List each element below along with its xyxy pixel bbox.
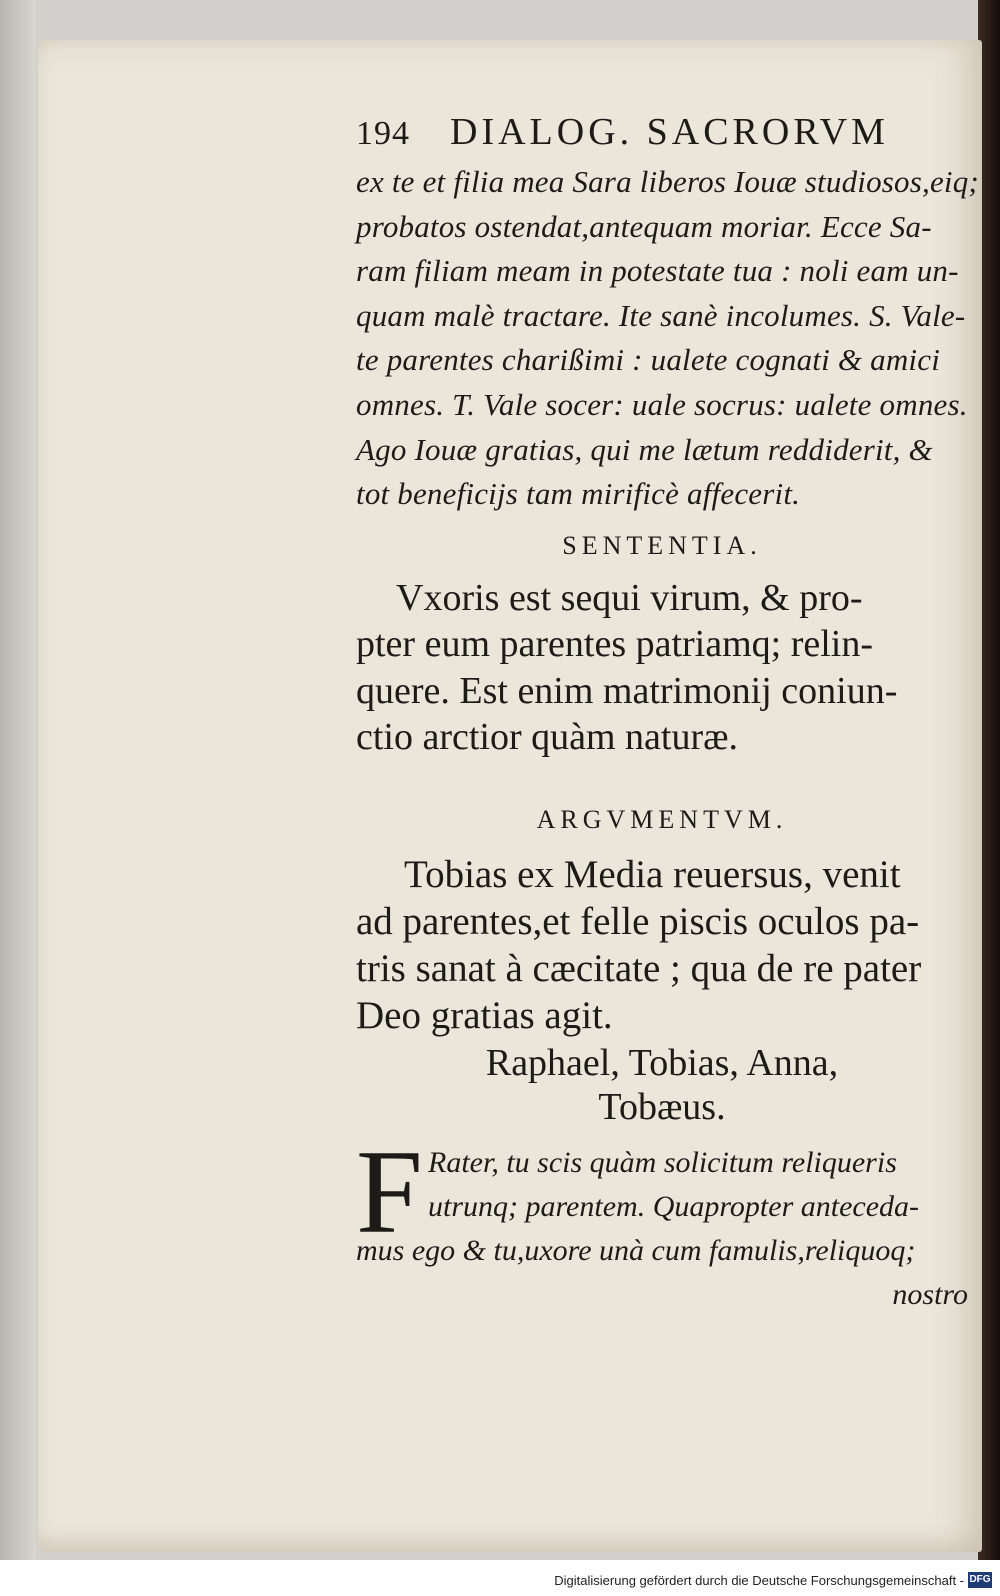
sententia-heading: SENTENTIA. xyxy=(562,530,762,560)
text-line: pter eum parentes patriamq; relin- xyxy=(356,623,874,666)
text-line: Ago Iouæ gratias, qui me lætum reddiderit, & xyxy=(356,431,933,467)
text-line: ram filiam meam in potestate tua : noli eam un- xyxy=(356,253,959,289)
text-line: Rater, tu scis quàm solicitum reliqueris xyxy=(428,1145,897,1179)
text-line: quere. Est enim matrimonij coniun- xyxy=(356,669,898,712)
footer-bar xyxy=(0,1560,1000,1596)
book-page xyxy=(38,40,982,1552)
speakers-line-2: Tobæus. xyxy=(598,1085,726,1128)
text-line: quam malè tractare. Ite sanè incolumes. S. Vale- xyxy=(356,297,966,333)
book-edge-left xyxy=(0,0,36,1560)
text-line: te parentes charißimi : ualete cognati & amici xyxy=(356,342,941,378)
speaker-list xyxy=(356,1041,968,1129)
sententia-text xyxy=(356,575,968,761)
text-line: tris sanat à cæcitate ; qua de re pater xyxy=(356,946,922,990)
new-dialogue xyxy=(356,1124,968,1317)
text-line: Tobias ex Media reuersus, venit xyxy=(404,852,901,896)
text-line: omnes. T. Vale socer: uale socrus: ualete omnes. xyxy=(356,386,968,422)
dialogue-end xyxy=(356,160,979,517)
argumentum-text xyxy=(356,851,968,1039)
text-line: utrunq; parentem. Quapropter anteceda- xyxy=(428,1189,920,1223)
dfg-logo-icon: DFG xyxy=(968,1572,992,1588)
drop-cap: F xyxy=(356,1124,423,1258)
running-head-title: DIALOG. SACRORVM xyxy=(450,111,889,153)
argumentum-heading: ARGVMENTVM. xyxy=(536,804,788,834)
text-line: probatos ostendat,antequam moriar. Ecce Sa- xyxy=(356,208,932,244)
text-line: tot beneficijs tam mirificè affecerit. xyxy=(356,476,801,512)
speakers-line-1: Raphael, Tobias, Anna, xyxy=(485,1041,839,1084)
text-line: ad parentes,et felle piscis oculos pa- xyxy=(356,899,920,943)
text-line: Deo gratias agit. xyxy=(356,993,613,1037)
text-line: ex te et filia mea Sara liberos Iouæ studiosos,eiq; xyxy=(356,164,979,199)
text-line: Vxoris est sequi virum, & pro- xyxy=(396,576,863,619)
running-head xyxy=(356,110,968,158)
footer-credit: Digitalisierung gefördert durch die Deutsche Forschungsgemeinschaft - xyxy=(554,1573,964,1588)
text-line: mus ego & tu,uxore unà cum famulis,reliquoq; xyxy=(356,1233,916,1267)
text-line: ctio arctior quàm naturæ. xyxy=(356,716,738,759)
page-number: 194 xyxy=(356,115,410,152)
text-block xyxy=(356,110,979,1317)
catchword: nostro xyxy=(892,1277,968,1311)
